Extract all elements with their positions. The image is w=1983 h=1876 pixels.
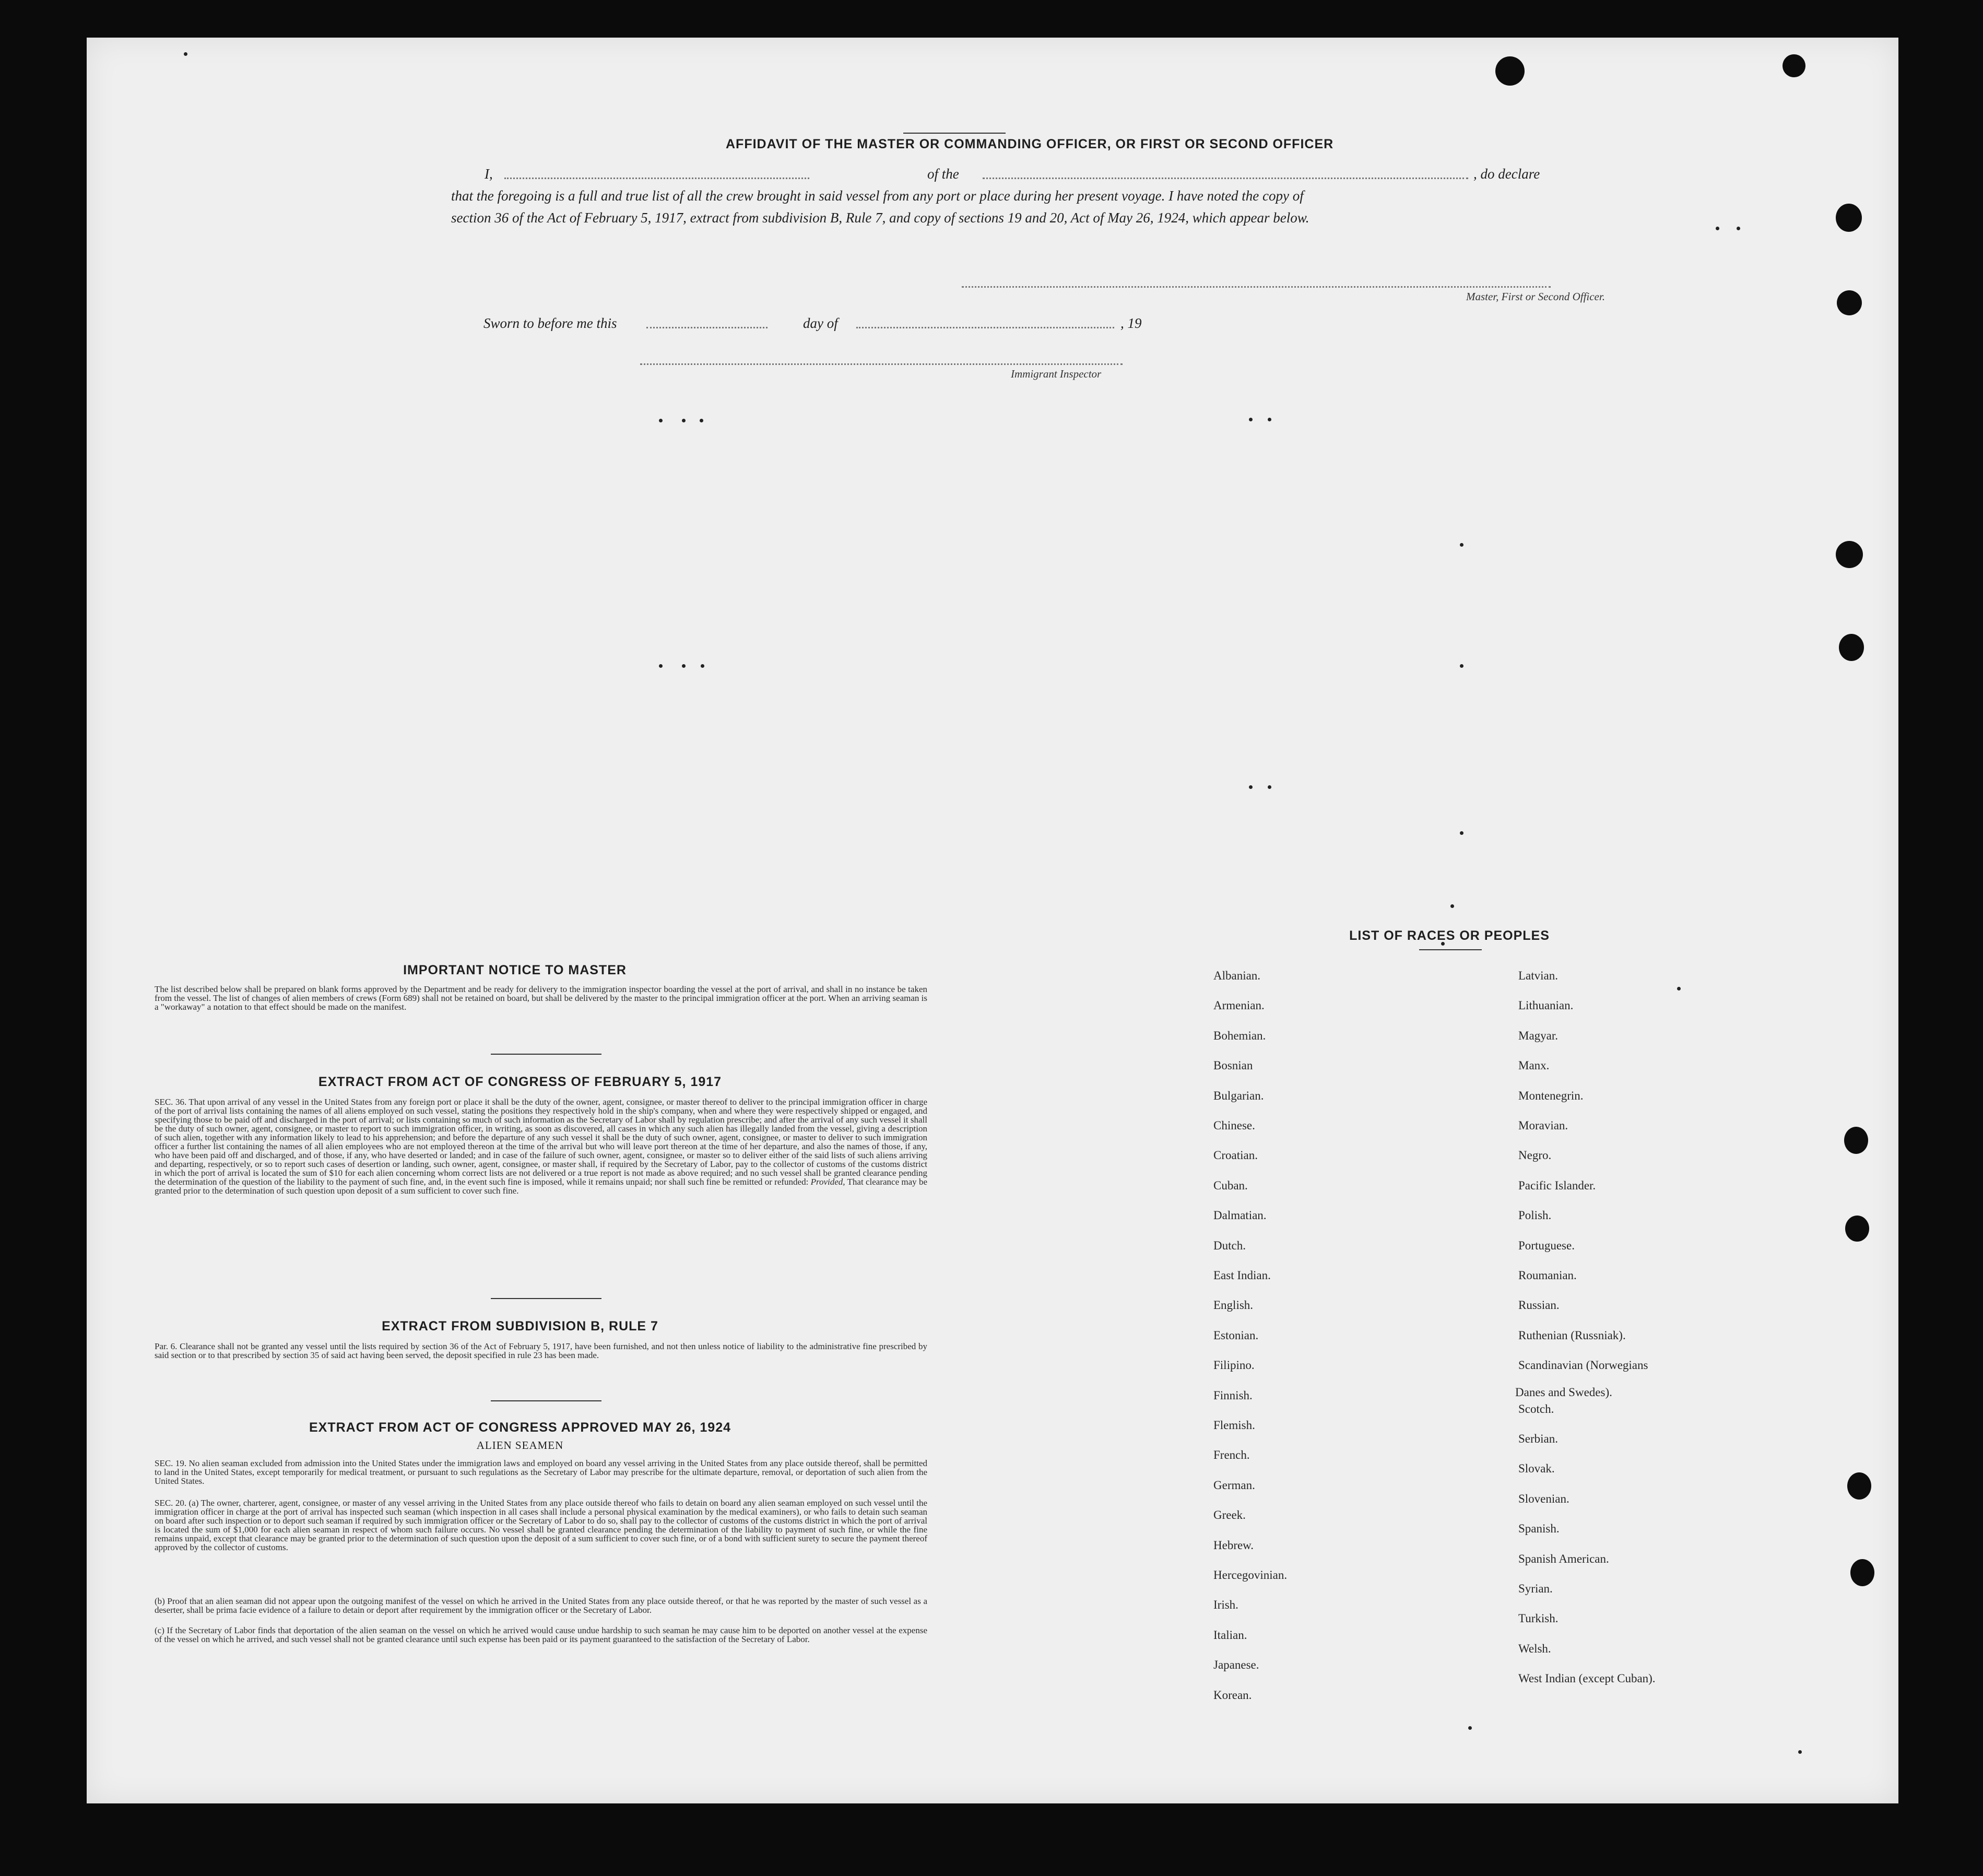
race-item: Armenian. [1213,999,1265,1012]
race-item: Greek. [1213,1508,1246,1522]
paper-speck [1468,1726,1472,1730]
race-item: Negro. [1518,1149,1552,1162]
sec-19-text: SEC. 19. No alien seaman excluded from admission into the United States under the immigration laws and employed on board any vessel arriving in the United States from any place outside thereof, shall be permitted to land in the United States, except temporarily for medical treatment, or pursuant to such regulations as the Secretary of Labor may prescribe for the ultimate departure, removal, or deportation of such alien from the United States. [155,1458,927,1486]
race-item: Scotch. [1518,1402,1554,1415]
race-item: Hercegovinian. [1213,1568,1288,1582]
paper-speck [1268,785,1271,789]
race-item: Dutch. [1213,1238,1246,1252]
race-item: Serbian. [1518,1432,1559,1445]
race-item: Turkish. [1518,1612,1559,1625]
race-item: Magyar. [1518,1029,1559,1042]
race-item: Scandinavian (Norwegians [1518,1359,1648,1372]
race-continuation: Danes and Swedes). [1515,1386,1612,1399]
paper-speck [1677,987,1681,990]
race-item: French. [1213,1448,1250,1462]
binder-hole [1837,290,1862,315]
race-item: Polish. [1518,1209,1552,1222]
paper-speck [1249,785,1253,789]
binder-hole [1783,54,1805,77]
inspector-signature-label: Immigrant Inspector [1011,368,1102,380]
extract-1917-text-end: That clearance may be granted prior to the determination of such question upon deposit of a sum sufficient to cover such fine. [155,1177,928,1196]
race-item: Spanish. [1518,1522,1560,1536]
races-title: LIST OF RACES OR PEOPLES [1349,928,1550,943]
race-item: Japanese. [1213,1658,1259,1672]
race-item: Pacific Islander. [1518,1178,1596,1192]
binder-hole [1847,1472,1871,1500]
day-of-label: day of [803,315,838,331]
declaration-of-the: of the [927,166,959,182]
race-item: Cuban. [1213,1178,1248,1192]
race-item: Roumanian. [1518,1269,1577,1282]
race-item: Syrian. [1518,1582,1553,1595]
name-blank-field[interactable] [504,178,809,179]
extract-1917-title: EXTRACT FROM ACT OF CONGRESS OF FEBRUARY 5, 1917 [318,1075,722,1089]
race-item: Estonian. [1213,1328,1259,1342]
race-item: Welsh. [1518,1642,1551,1655]
master-signature-field[interactable] [962,286,1551,288]
binder-hole [1845,1216,1869,1242]
paper-speck [682,419,686,422]
paper-speck [1460,543,1463,547]
year-label: , 19 [1120,315,1142,331]
extract-1917-body [155,1098,927,1195]
extract-1924-subtitle: ALIEN SEAMEN [476,1439,564,1452]
section-rule [491,1054,601,1055]
affidavit-title: AFFIDAVIT OF THE MASTER OR COMMANDING OFFICER, OR FIRST OR SECOND OFFICER [726,137,1334,151]
extract-1917-proviso: Provided, [810,1177,845,1187]
extract-1924-title: EXTRACT FROM ACT OF CONGRESS APPROVED MAY 26, 1924 [309,1420,731,1435]
race-item: Montenegrin. [1518,1089,1584,1102]
race-item: Moravian. [1518,1119,1568,1132]
paper-speck [1460,664,1463,668]
notice-body: The list described below shall be prepared on blank forms approved by the Department and be ready for delivery to the immigration inspector boarding the vessel at the port of arrival, and shall in no instance be taken from the vessel. The list of changes of alien members of crews (Form 689) shall not be retained on board, but shall be delivered by the master to the principal immigration officer at the port. When an arriving seaman is a "workaway" a notation to that effect should be made on the manifest. [155,984,927,1012]
paper-speck [1460,831,1463,835]
title-rule [903,133,1006,134]
master-signature-label: Master, First or Second Officer. [1466,290,1605,303]
form-page [87,38,1898,1803]
binder-hole [1836,541,1863,568]
paper-speck [1249,418,1253,421]
race-item: West Indian (except Cuban). [1518,1672,1656,1685]
sec-20b-text: (b) Proof that an alien seaman did not appear upon the outgoing manifest of the vessel on which he arrived in the United States from any place outside thereof, or that he was reported by the master of such vessel as a deserter, shall be prima facie evidence of a failure to detain or deport after requirement by the immigration officer or the Secretary of Labor. [155,1596,927,1615]
paper-speck [659,419,663,422]
paper-speck [1737,227,1740,230]
race-item: Bulgarian. [1213,1089,1264,1102]
race-item: Finnish. [1213,1388,1253,1402]
binder-hole [1836,204,1862,232]
paper-speck [184,52,187,56]
race-item: Bosnian [1213,1059,1253,1072]
declaration-line-2: that the foregoing is a full and true list of all the crew brought in said vessel from any port or place during her present voyage. I have noted the copy of [451,188,1304,204]
race-item: Italian. [1213,1628,1247,1642]
binder-hole [1839,634,1864,661]
paper-speck [1798,1750,1802,1754]
race-item: Portuguese. [1518,1238,1575,1252]
paper-speck [1450,904,1454,908]
race-item: German. [1213,1478,1255,1492]
race-item: Korean. [1213,1688,1252,1702]
binder-hole [1850,1559,1874,1586]
race-item: Lithuanian. [1518,999,1574,1012]
races-rule [1419,949,1482,950]
binder-hole [1495,56,1525,86]
race-item: Albanian. [1213,969,1261,982]
declaration-line-3: section 36 of the Act of February 5, 1917, extract from subdivision B, Rule 7, and copy of sections 19 and 20, Act of May 26, 1924, which appear below. [451,210,1309,226]
paper-speck [700,419,703,422]
paper-speck [1268,418,1271,421]
extract-1917-text: SEC. 36. That upon arrival of any vessel in the United States from any foreign port or place it shall be the duty of the owner, agent, consignee, or master thereof to deliver to the principal immigration officer in charge of the port of arrival lists containing the names of all aliens employed on such vessel, stating the positions they respectively hold in the ship's company, when and where they were respectively shipped or engaged, and specifying those to be paid off and discharged in the port of arrival; or lists containing so much of such information as the Secretary of Labor shall by regulation prescribe; and after the arrival of any such vessel it shall be the duty of such owner, agent, consignee, or master to report to such immigration officer, in writing, as soon as discovered, all cases in which any such alien has illegally landed from the vessel, giving a description of such alien, together with any information likely to lead to his apprehension; and before the departure of any such vessel it shall be the duty of such owner, agent, consignee, or master to deliver to such immigration officer a further list containing the names of all alien employees who are not employed thereon at the time of the arrival but who will leave port thereon at the time of her departure, and also the names of those, if any, who have been paid off and discharged, and of those, if any, who have deserted or landed; and in case of the failure of such owner, agent, consignee, or master so to deliver either of the said lists of such aliens arriving and departing, respectively, or so to report such cases of desertion or landing, such owner, agent, consignee, or master shall, if required by the Secretary of Labor, pay to the collector of customs of the customs district in which the port of arrival is located the sum of $10 for each alien concerning whom correct lists are not delivered or a true report is not made as above required; and no such vessel shall be granted clearance pending the determination of the question of the liability to the payment of such fine, and, in the event such fine is imposed, while it remains unpaid; nor shall such fine be remitted or refunded: [155,1097,927,1187]
section-rule [491,1298,601,1299]
race-item: Hebrew. [1213,1538,1254,1552]
rule7-body: Par. 6. Clearance shall not be granted any vessel until the lists required by section 36 of the Act of February 5, 1917, have been furnished, and not then unless notice of liability to the administrative fine prescribed by said section or to that prescribed by section 35 of said act having been served, the deposit specified in rule 23 has been made. [155,1341,927,1360]
paper-speck [659,664,663,668]
vessel-blank-field[interactable] [983,178,1468,179]
paper-speck [682,664,686,668]
sworn-day-field[interactable] [646,327,768,328]
declaration-declare: , do declare [1473,166,1540,182]
race-item: Chinese. [1213,1119,1255,1132]
sworn-month-field[interactable] [856,327,1114,328]
race-item: Dalmatian. [1213,1209,1267,1222]
paper-speck [1716,227,1719,230]
race-item: Manx. [1518,1059,1550,1072]
race-item: Slovenian. [1518,1492,1569,1505]
sec-20c-text: (c) If the Secretary of Labor finds that deportation of the alien seaman on the vessel on which he arrived would cause undue hardship to such seaman he may cause him to be deported on another vessel at the expense of the vessel on which he arrived, and such vessel shall not be granted clearance until such expense has been paid or its payment guaranteed to the satisfaction of the Secretary of Labor. [155,1625,927,1644]
race-item: Latvian. [1518,969,1558,982]
race-item: Spanish American. [1518,1552,1609,1565]
declaration-i: I, [485,166,493,182]
binder-hole [1844,1127,1868,1154]
notice-title: IMPORTANT NOTICE TO MASTER [403,963,627,977]
race-item: Ruthenian (Russniak). [1518,1328,1626,1342]
sworn-label: Sworn to before me this [483,315,617,331]
race-item: Slovak. [1518,1462,1555,1476]
race-item: English. [1213,1299,1254,1312]
race-item: East Indian. [1213,1269,1271,1282]
race-item: Irish. [1213,1598,1238,1612]
rule7-title: EXTRACT FROM SUBDIVISION B, RULE 7 [382,1319,658,1334]
race-item: Bohemian. [1213,1029,1266,1042]
sec-20a-text: SEC. 20. (a) The owner, charterer, agent, consignee, or master of any vessel arriving in the United States from any place outside thereof who fails to detain on board any alien seaman employed on such vessel until the immigration officer in charge at the port of arrival has inspected such seaman (which inspection in all cases shall include a personal physical examination by the medical examiners), or who fails to detain such seaman on board after such inspection or to deport such seaman if required by such immigration officer or the Secretary of Labor to do so, shall pay to the collector of customs of the customs district in which the port of arrival is located the sum of $1,000 for each alien seaman in respect of whom such failure occurs. No vessel shall be granted clearance pending the determination of the liability to payment of such fine, or while the fine remains unpaid, except that clearance may be granted prior to the determination of such question upon the deposit of a sum sufficient to cover such fine, or of a bond with sufficient surety to secure the payment thereof approved by the collector of customs. [155,1498,927,1552]
inspector-signature-field[interactable] [640,363,1123,365]
paper-speck [701,664,704,668]
race-item: Croatian. [1213,1149,1258,1162]
race-item: Russian. [1518,1299,1560,1312]
race-item: Flemish. [1213,1419,1255,1432]
section-rule [491,1400,601,1401]
race-item: Filipino. [1213,1359,1255,1372]
